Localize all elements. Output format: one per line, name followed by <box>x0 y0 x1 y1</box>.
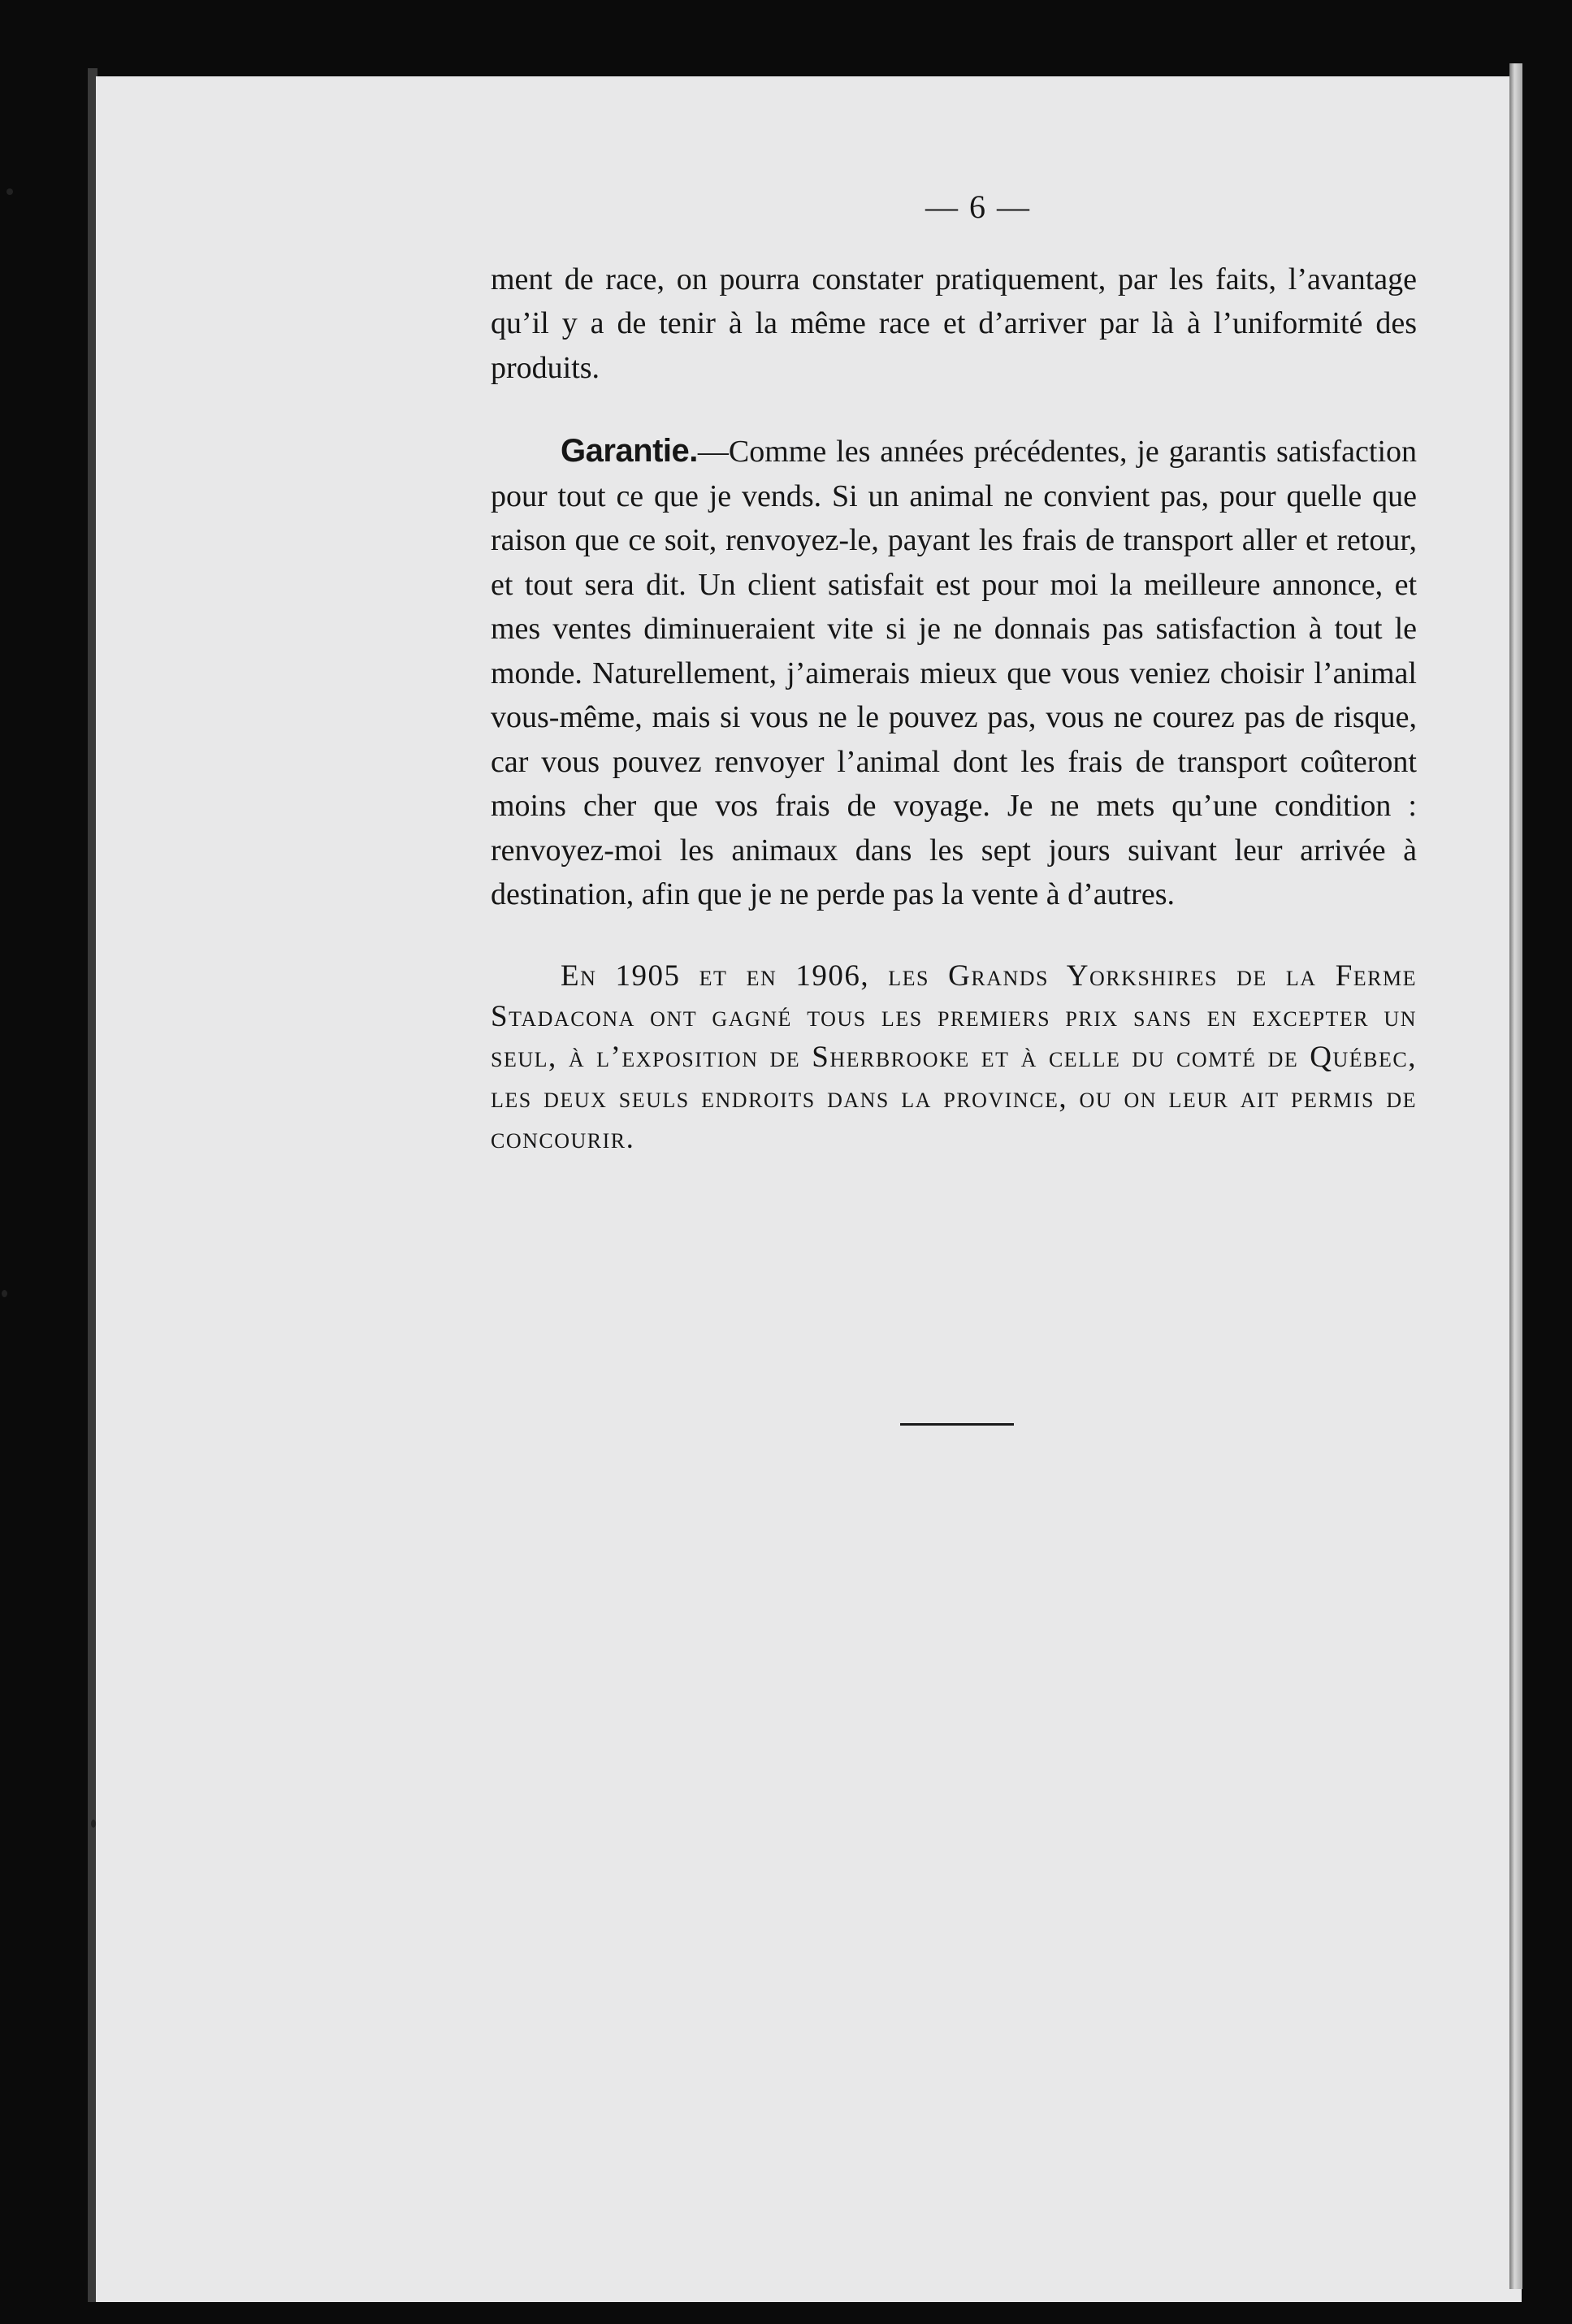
scan-speck <box>91 1820 96 1828</box>
paragraph-guarantee <box>491 429 1417 917</box>
page-number: — 6 — <box>925 188 1031 225</box>
paragraph-continuation: ment de race, on pourra constater pratiquement, par les faits, l’avantage qu’il y a de tenir à la même race et d’arriver par là à l’uniformité des produits. <box>491 262 1417 385</box>
scan-speck <box>2 1290 7 1297</box>
paragraph-prizes: En 1905 et en 1906, les Grands Yorkshires de la Ferme Stadacona ont gagné tous les premiers prix sans en excepter un seul, à l’exposition de Sherbrooke et à celle du comté de Québec, les deux seuls endroits dans la province, ou on leur ait permis de concourir. <box>491 959 1417 1155</box>
page-text-block <box>491 185 1417 1159</box>
scan-speck <box>6 188 13 195</box>
page-edge-right <box>1509 63 1522 2289</box>
closing-rule <box>900 1423 1014 1426</box>
guarantee-body: —Comme les années précédentes, je garantis satisfaction pour tout ce que je vends. Si un animal ne convient pas, pour quelle que raison que ce soit, renvoyez-le, payant les frais de transport aller et retour, et tout sera dit. Un client satisfait est pour moi la meilleure annonce, et mes ventes diminueraient vite si je ne donnais pas satisfaction à tout le monde. Naturellement, j’aimerais mieux que vous veniez choisir l’animal vous-même, mais si vous ne le pouvez pas, vous ne courez pas de risque, car vous pouvez renvoyer l’animal dont les frais de transport coûteront moins cher que vos frais de voyage. Je ne mets qu’une condition : renvoyez-moi les animaux dans les sept jours suivant leur arrivée à destination, afin que je ne perde pas la vente à d’autres. <box>491 435 1417 911</box>
guarantee-heading: Garantie. <box>561 433 698 469</box>
